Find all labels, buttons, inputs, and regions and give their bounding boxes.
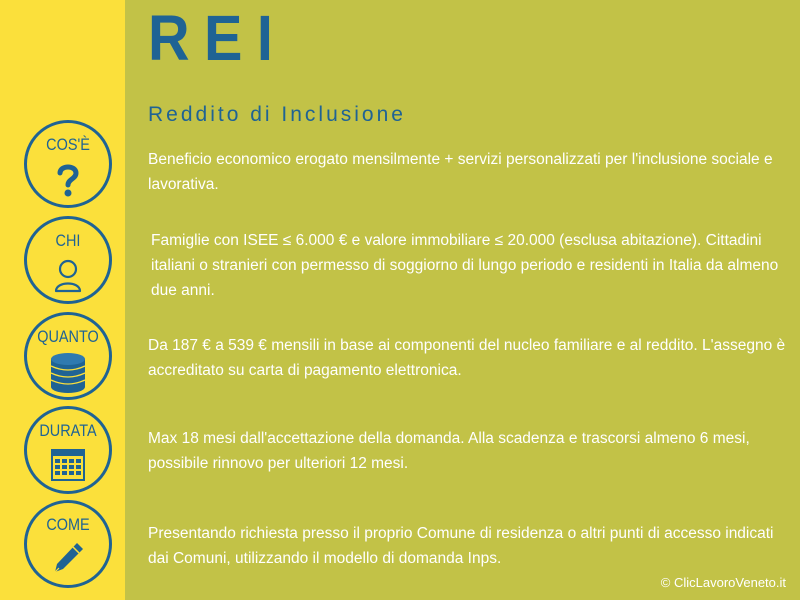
badge-chi: [24, 216, 112, 304]
badge-come: [24, 500, 112, 588]
badge-cose: [24, 120, 112, 208]
page-subtitle: Reddito di Inclusione: [148, 103, 406, 126]
badge-quanto: [24, 312, 112, 400]
badge-label: DURATA: [39, 421, 97, 440]
description-quanto: Da 187 € a 539 € mensili in base ai componenti del nucleo familiare e al reddito. L'assegno è accreditato su carta di pagamento elettronica.: [148, 337, 786, 379]
description-come: Presentando richiesta presso il proprio Comune di residenza o altri punti di accesso indicati dai Comuni, utilizzando il modello di domanda Inps.: [148, 525, 774, 567]
badge-label: COME: [46, 515, 90, 534]
coin-stack-icon: [49, 351, 87, 395]
page-title: REI: [148, 2, 288, 74]
badge-label: QUANTO: [37, 327, 99, 346]
badge-label: CHI: [55, 231, 81, 250]
question-mark-icon: [56, 163, 80, 197]
copyright-credit: © ClicLavoroVeneto.it: [660, 575, 786, 590]
pen-icon: [51, 541, 85, 575]
person-icon: [53, 259, 83, 293]
description-chi: Famiglie con ISEE ≤ 6.000 € e valore immobiliare ≤ 20.000 (esclusa abitazione). Cittadini italiani o stranieri con permesso di soggiorno di lungo periodo e residenti in Italia da almeno due anni.: [151, 232, 779, 299]
calendar-icon: [51, 449, 85, 481]
description-durata: Max 18 mesi dall'accettazione della domanda. Alla scadenza e trascorsi almeno 6 mesi, possibile rinnovo per ulteriori 12 mesi.: [148, 430, 750, 472]
description-cose: Beneficio economico erogato mensilmente + servizi personalizzati per l'inclusione sociale e lavorativa.: [148, 151, 773, 193]
badge-durata: [24, 406, 112, 494]
badge-label: COS'È: [46, 135, 90, 154]
